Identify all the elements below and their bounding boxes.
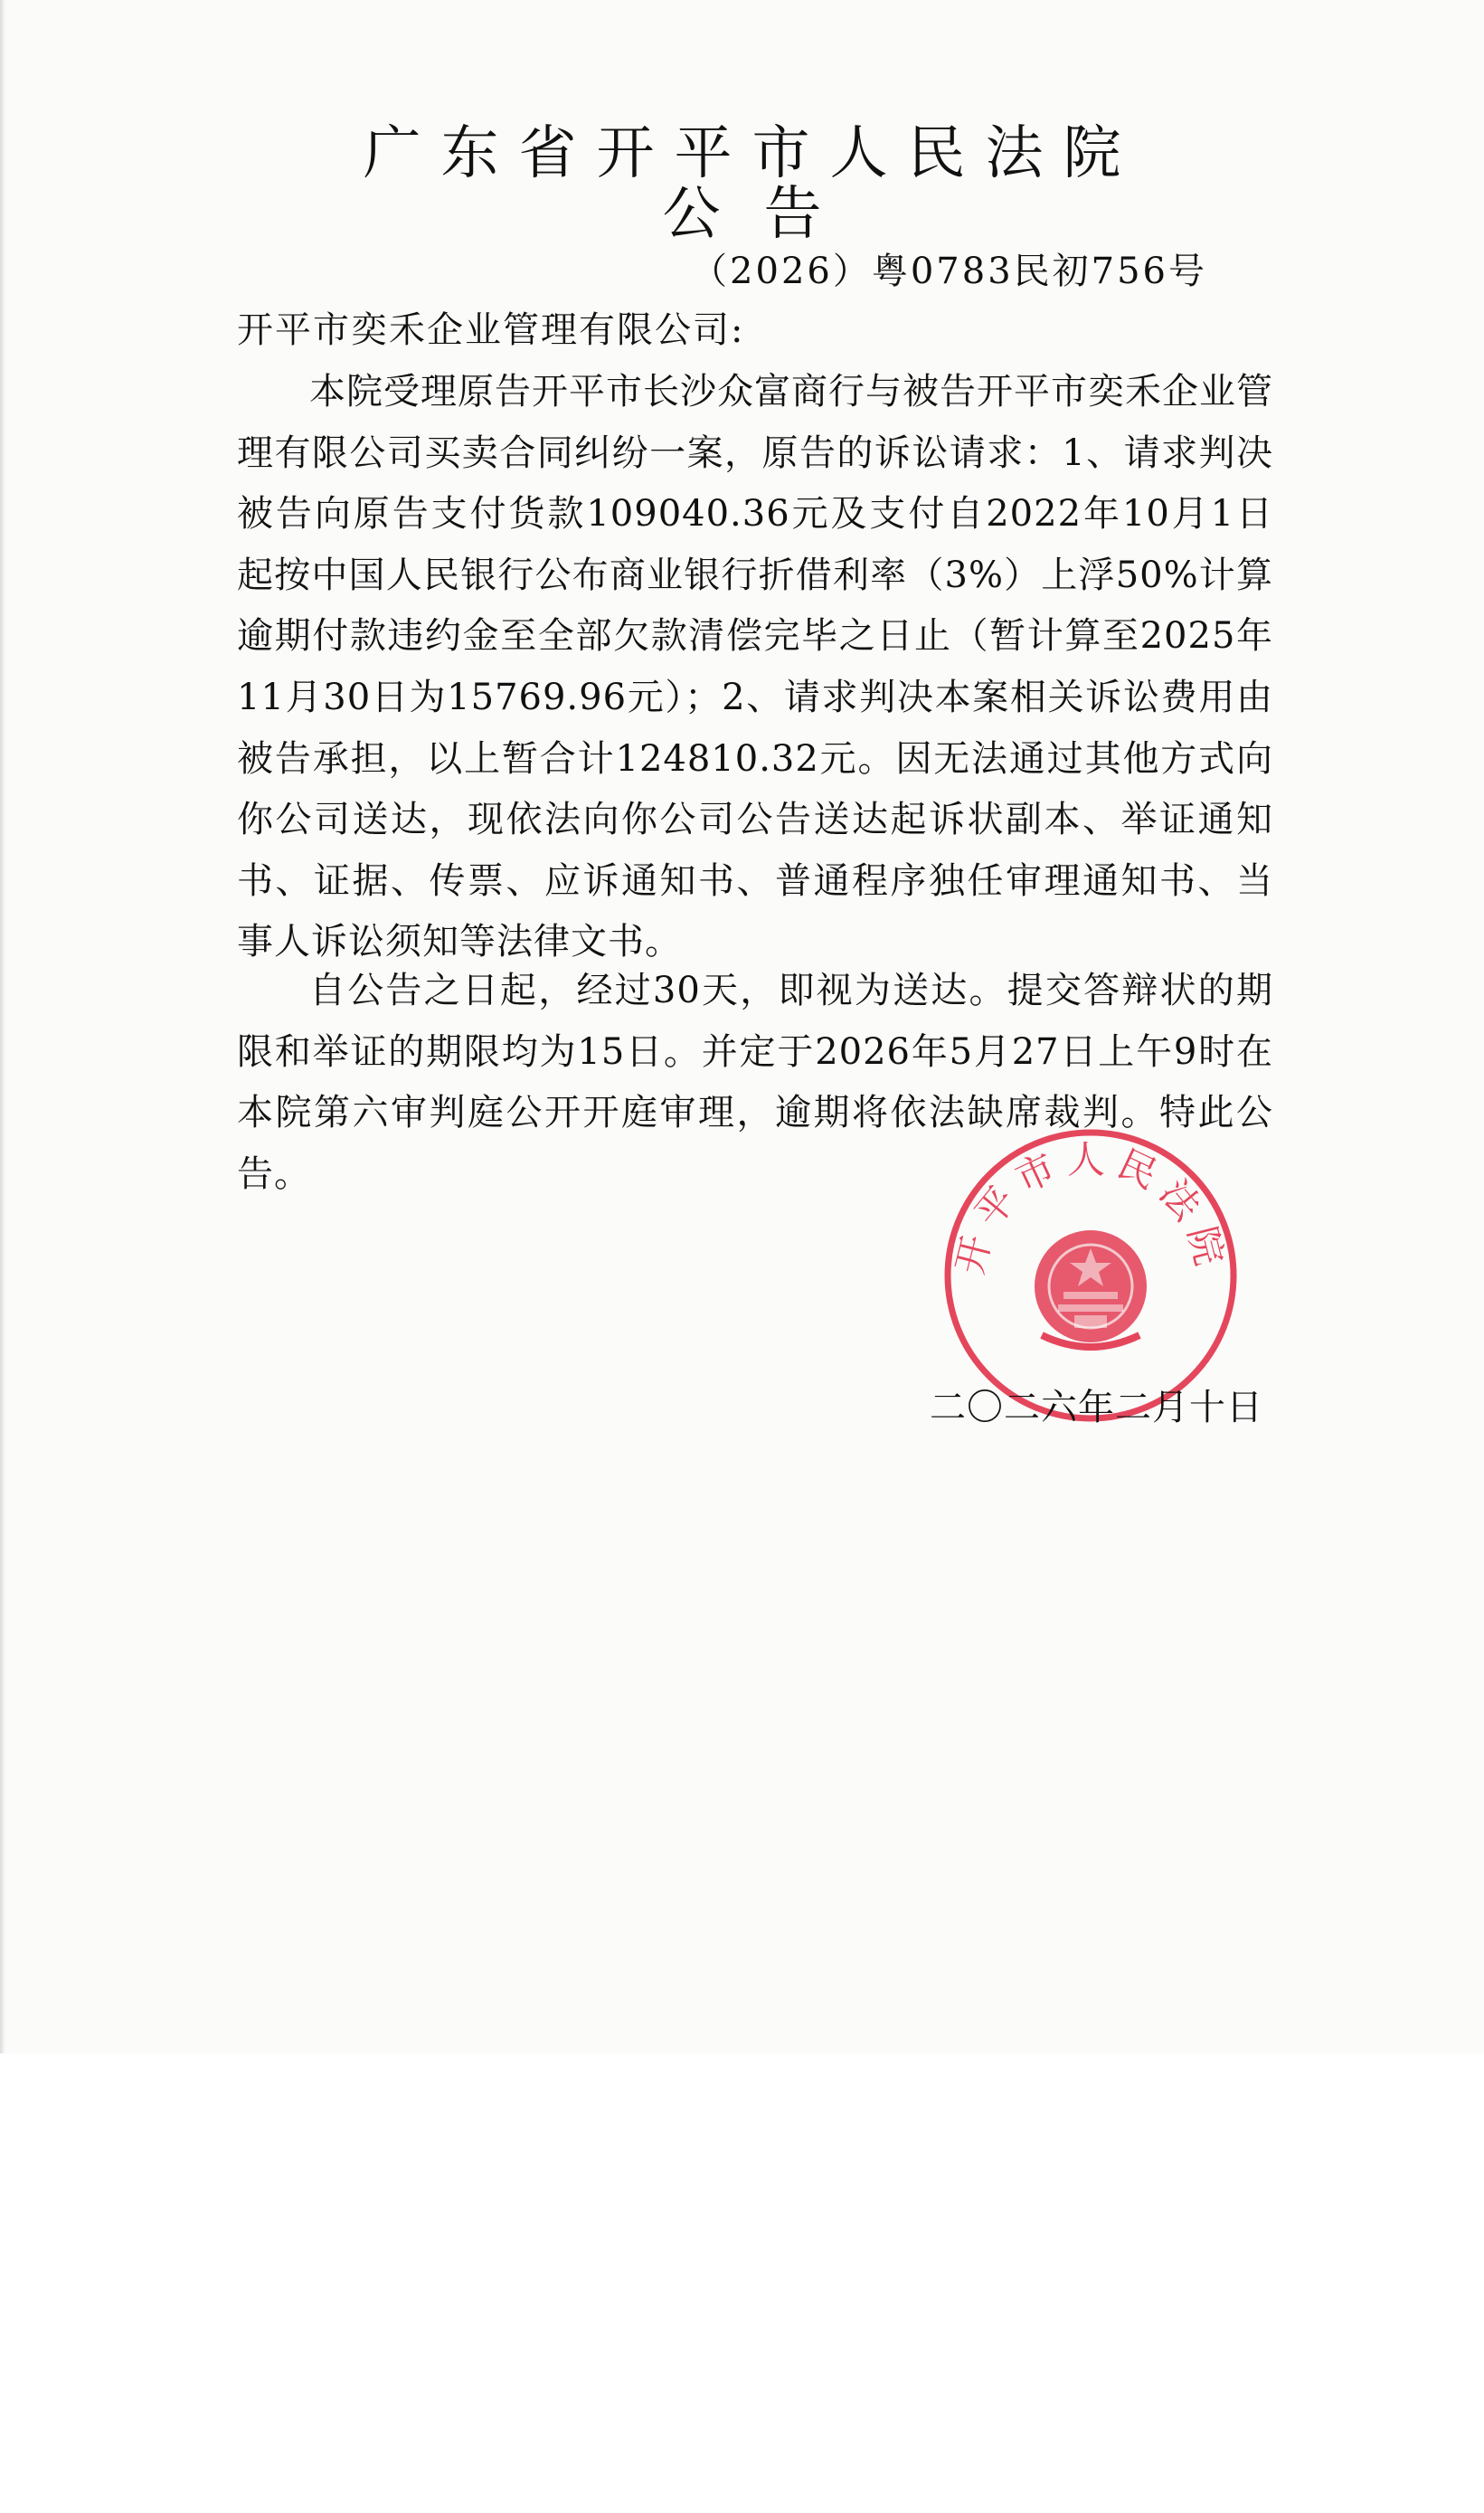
court-seal [937,1122,1244,1429]
addressee: 开平市奕禾企业管理有限公司: [237,309,745,351]
issue-date: 二〇二六年二月十日 [930,1387,1263,1428]
body-paragraph-hearing: 自公告之日起，经过30天，即视为送达。提交答辩状的期限和举证的期限均为15日。并定于2026年5月27日上午9时在本院第六审判庭公开开庭审理，逾期将依法缺席裁判。特此公告。 [237,970,1273,1195]
body-paragraph-claims: 本院受理原告开平市长沙众富商行与被告开平市奕禾企业管理有限公司买卖合同纠纷一案，原告的诉讼请求：1、请求判决被告向原告支付货款109040.36元及支付自2022年10月1日起按中国人民银行公布商业银行折借利率（3%）上浮50%计算逾期付款违约金至全部欠款清偿完毕之日止（暂计算至2025年11月30日为15769.96元）；2、请求判决本案相关诉讼费用由被告承担，以上暂合计124810.32元。因无法通过其他方式向你公司送达，现依法向你公司公告送达起诉状副本、举证通知书、证据、传票、应诉通知书、普通程序独任审理通知书、当事人诉讼须知等法律文书。 [237,371,1273,963]
case-number: （2026）粤0783民初756号 [691,251,1207,292]
seal-text: 开平市人民法院 [947,1137,1234,1279]
page-edge-shadow [0,0,5,2053]
court-name-heading: 广东省开平市人民法院 [363,120,1141,187]
notice-title: 公告 [662,181,865,248]
national-emblem-icon [1035,1230,1147,1347]
